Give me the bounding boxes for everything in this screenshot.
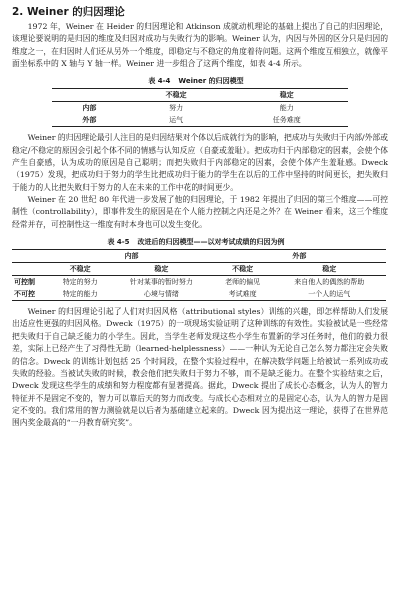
table-subheader-row bbox=[12, 263, 386, 276]
table-cell: 特定的能力 bbox=[62, 290, 98, 299]
table-row bbox=[52, 102, 348, 115]
table-header-cell: 稳定 bbox=[273, 263, 386, 276]
table-row bbox=[12, 276, 386, 289]
table-header-cell: 稳定 bbox=[226, 89, 349, 102]
table-cell: 针对某事的暂时努力 bbox=[129, 278, 193, 287]
group-header-external: 外部 bbox=[213, 250, 386, 263]
row-label: 不可控 bbox=[14, 289, 35, 299]
table-cell: 能力 bbox=[279, 104, 294, 113]
group-header-internal: 内部 bbox=[50, 250, 212, 263]
table-row bbox=[12, 288, 386, 301]
table-header-cell bbox=[12, 263, 50, 276]
table-4-5 bbox=[12, 249, 386, 301]
table-row bbox=[52, 114, 348, 127]
table-4-4-number: 表 4-4 bbox=[148, 77, 171, 86]
table-header-cell bbox=[52, 89, 127, 102]
paragraph-attributional-training: Weiner 的归因理论引起了人们对归因风格（attributional styles）训练的兴趣，即怎样帮助人们发展出适应性更强的归因风格。Dweck（1975）的一项现场实验证明了这种训练的有效性。实验被试是一些经常把失败归于自己缺乏能力的小学生。因此，当学生老师发现这些小学生布置新的学习任务时，他们的毅力很差，实际上已经产生了习得性无助（learned-helplessness）——一种认为无论自己怎么努力都注定会失败的信念。Dweck 的训练计划包括 25 个时间段，在整个实验过程中，在解决数学问题上给被试一系列成功或失败的经验。当被试失败的时候，教会他们把失败归于努力不够，而不是缺乏能力。在整个实验结束之后，Dweck 发现这些学生的成绩和努力程度都有显著提高。据此，Dweck 提出了成长心态概念，认为人的智力特征并不是固定不变的，智力可以靠后天的努力而改变。与成长心态相对立的是固定心态，认为人的智力是固定不变的。我们常用的智力测验就是以后者为基础建立起来的。Dweck 因为提出这一理论，获得了在世界范围内奖金最高的“一丹教育研究奖”。 bbox=[12, 307, 388, 428]
row-label: 内部 bbox=[82, 103, 97, 113]
table-4-4-title: Weiner 的归因模型 bbox=[178, 77, 244, 86]
section-title: 2. Weiner 的归因理论 bbox=[12, 6, 125, 18]
table-4-4-caption bbox=[12, 76, 388, 86]
table-header-cell bbox=[12, 250, 50, 263]
table-header-cell: 不稳定 bbox=[127, 89, 226, 102]
table-cell: 一个人的运气 bbox=[308, 290, 351, 299]
table-header-cell: 不稳定 bbox=[50, 263, 110, 276]
row-label: 可控制 bbox=[14, 277, 35, 287]
table-cell: 老师的偏见 bbox=[225, 278, 261, 287]
table-cell: 来自他人的偶然的帮助 bbox=[294, 278, 365, 287]
table-cell: 运气 bbox=[169, 116, 184, 125]
table-header-row bbox=[52, 89, 348, 102]
paragraph-weiner-intro: 1972 年，Weiner 在 Heider 的归因理论和 Atkinson 成就动机理论的基础上提出了自己的归因理论，该理论要说明的是归因的维度及归因对成功与失败行为的影响。Weiner 认为，内因与外因的区分只是归因的维度之一，在归因时人们还从另外一个维度，即稳定与不稳定的角度着待问题。这两个维度互相独立，就像平面坐标系中的 X 轴与 Y 轴一样。Weiner 进一步组合了这两个维度，如表 4-4 所示。 bbox=[12, 22, 388, 69]
table-cell: 特定的努力 bbox=[62, 278, 98, 287]
table-cell: 心境与情绪 bbox=[143, 290, 179, 299]
row-label: 外部 bbox=[82, 115, 97, 125]
table-4-5-number: 表 4-5 bbox=[107, 238, 130, 247]
table-4-5-title: 改进后的归因模型——以对考试成绩的归因为例 bbox=[137, 238, 285, 247]
table-header-cell: 不稳定 bbox=[213, 263, 273, 276]
table-cell: 努力 bbox=[169, 104, 184, 113]
table-header-cell: 稳定 bbox=[110, 263, 213, 276]
table-cell: 任务难度 bbox=[272, 116, 301, 125]
table-cell: 考试难度 bbox=[228, 290, 257, 299]
paragraph-attribution-effects: Weiner 的归因理论最引人注目的是归因结果对个体以后成就行为的影响，把成功与失败归于内部/外部或稳定/不稳定的原因会引起个体不同的情感与认知反应（自豪或羞耻）。把成功归于内部稳定的因素，会使个体产生自豪感，认为成功的原因是自己聪明；而把失败归于内部稳定的因素，会使个体产生羞耻感。Dweck（1975）发现，把成功归于努力的学生比把成功归于能力的学生在以后的工作中坚持的时间更长，把失败归于能力的人比把失败归于努力的人在未来的工作中花的时间更少。 bbox=[12, 133, 389, 192]
paragraph-third-dimension: Weiner 在 20 世纪 80 年代进一步发展了他的归因理论，于 1982 年提出了归因的第三个维度——可控制性（controllability），即事件发生的原因是在个人能力控制之内还是之外？在 Weiner 看来，这三个维度经常并存，可控制性这一维度有时本身也可以发生变化。 bbox=[12, 195, 388, 229]
table-4-4 bbox=[52, 88, 348, 127]
table-4-5-caption bbox=[12, 237, 388, 247]
table-group-header-row bbox=[12, 250, 386, 263]
